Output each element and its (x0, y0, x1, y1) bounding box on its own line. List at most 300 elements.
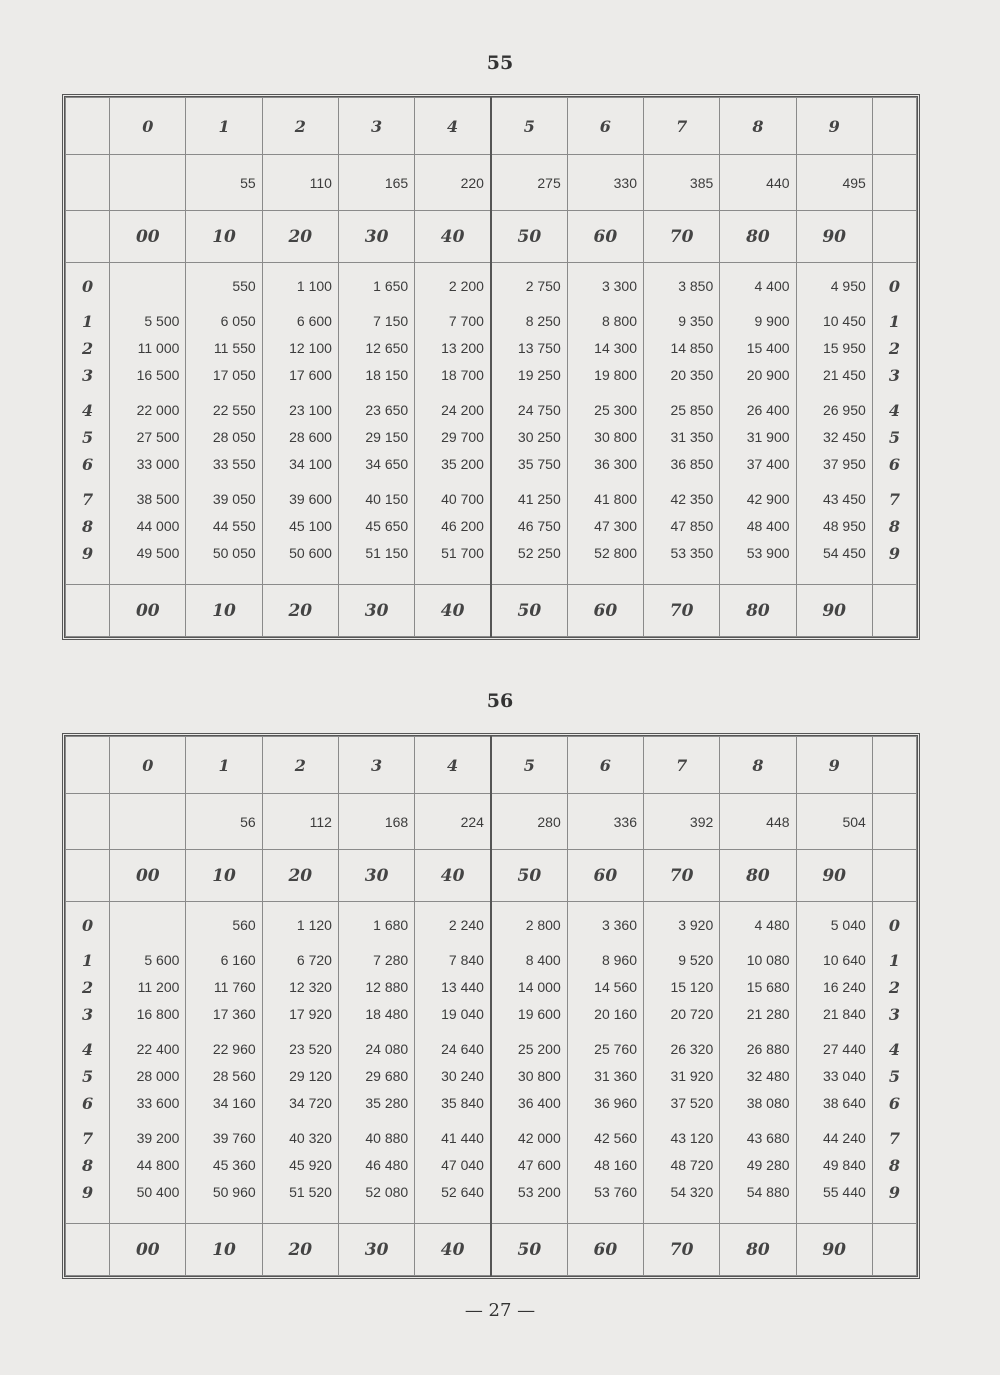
digit-value: 504 (796, 794, 872, 850)
product-value: 1 100 (296, 278, 332, 294)
product-value: 13 750 (517, 340, 561, 356)
row-label: 3 (82, 1005, 94, 1024)
product-value: 35 750 (517, 456, 561, 472)
tens-footer: 70 (644, 585, 720, 637)
tens-footer: 50 (491, 1224, 567, 1276)
product-value: 54 450 (822, 545, 866, 561)
digit-header: 3 (338, 737, 414, 794)
row-label: 1 (888, 312, 900, 331)
product-value: 35 280 (365, 1095, 409, 1111)
tens-footer: 80 (720, 1224, 796, 1276)
row-label: 6 (888, 455, 900, 474)
product-value: 55 440 (822, 1184, 866, 1200)
tens-header-row (66, 850, 917, 902)
row-label: 0 (888, 916, 900, 935)
row-label: 0 (82, 916, 94, 935)
digit-value: 330 (567, 155, 643, 211)
product-value: 29 700 (441, 429, 484, 445)
product-value: 53 350 (670, 545, 714, 561)
product-value: 50 960 (212, 1184, 256, 1200)
product-value: 26 320 (670, 1041, 714, 1057)
product-value: 3 300 (601, 278, 637, 294)
product-value: 52 250 (517, 545, 561, 561)
tens-header: 50 (491, 211, 567, 263)
product-value: 15 680 (746, 979, 790, 995)
product-value: 40 150 (365, 491, 409, 507)
tens-header: 20 (262, 850, 338, 902)
product-value: 39 200 (136, 1130, 180, 1146)
product-value: 49 500 (136, 545, 180, 561)
product-value: 26 950 (822, 402, 866, 418)
product-value: 13 200 (441, 340, 484, 356)
product-value: 22 000 (136, 402, 180, 418)
product-value: 46 480 (365, 1157, 409, 1173)
tens-footer: 10 (186, 1224, 262, 1276)
tens-header: 80 (720, 850, 796, 902)
product-value: 47 300 (594, 518, 637, 534)
product-value: 17 600 (289, 367, 332, 383)
digit-value: 275 (491, 155, 567, 211)
multiplication-table-55 (62, 94, 920, 640)
product-value: 18 150 (365, 367, 409, 383)
row-label: 4 (82, 1040, 94, 1059)
tens-header: 90 (796, 211, 872, 263)
product-value: 7 150 (373, 313, 409, 329)
product-value: 23 520 (289, 1041, 332, 1057)
tens-footer: 70 (644, 1224, 720, 1276)
product-value: 44 800 (136, 1157, 180, 1173)
product-value: 24 200 (441, 402, 484, 418)
row-label: 2 (888, 339, 900, 358)
tens-header: 60 (567, 211, 643, 263)
digit-value: 165 (338, 155, 414, 211)
product-value: 17 360 (212, 1006, 256, 1022)
product-value: 8 800 (601, 313, 637, 329)
product-value (110, 273, 179, 300)
row-label: 0 (888, 277, 900, 296)
product-value: 34 100 (289, 456, 332, 472)
tens-footer: 10 (186, 585, 262, 637)
product-value: 8 250 (525, 313, 561, 329)
product-value: 20 900 (746, 367, 790, 383)
product-value: 19 040 (441, 1006, 484, 1022)
product-value: 16 500 (136, 367, 180, 383)
product-value: 26 400 (746, 402, 790, 418)
product-value: 39 600 (289, 491, 332, 507)
product-value: 9 350 (678, 313, 714, 329)
row-label: 3 (82, 366, 94, 385)
product-value: 31 920 (670, 1068, 714, 1084)
row-label: 5 (888, 1067, 900, 1086)
digit-value: 495 (796, 155, 872, 211)
product-value: 52 800 (594, 545, 637, 561)
digit-header-row (66, 98, 917, 155)
product-value: 4 950 (830, 278, 866, 294)
product-value: 9 520 (678, 952, 714, 968)
table-title-55: 55 (486, 52, 514, 74)
product-value: 42 900 (746, 491, 790, 507)
row-label: 8 (888, 1156, 900, 1175)
value-column (186, 263, 262, 585)
value-column (796, 263, 872, 585)
row-label: 3 (888, 1005, 900, 1024)
product-value: 2 200 (448, 278, 484, 294)
row-label: 5 (82, 428, 94, 447)
product-value: 10 450 (822, 313, 866, 329)
product-value: 36 850 (670, 456, 714, 472)
digit-value: 168 (338, 794, 414, 850)
row-label: 1 (888, 951, 900, 970)
tens-header: 40 (415, 211, 491, 263)
product-value: 22 400 (136, 1041, 180, 1057)
digit-value: 224 (415, 794, 491, 850)
digit-value: 336 (567, 794, 643, 850)
product-value: 44 240 (822, 1130, 866, 1146)
product-value: 1 120 (296, 917, 332, 933)
corner-cell (66, 794, 110, 850)
row-label: 2 (888, 978, 900, 997)
product-value: 50 050 (212, 545, 256, 561)
product-value: 30 250 (517, 429, 561, 445)
product-value: 35 200 (441, 456, 484, 472)
product-value: 28 050 (212, 429, 256, 445)
corner-cell (872, 850, 916, 902)
product-value: 2 750 (525, 278, 561, 294)
product-value: 560 (232, 917, 256, 933)
corner-cell (872, 98, 916, 155)
product-value: 44 550 (212, 518, 256, 534)
product-value: 8 400 (525, 952, 561, 968)
product-value: 21 840 (822, 1006, 866, 1022)
product-value: 14 000 (517, 979, 561, 995)
product-value: 12 650 (365, 340, 409, 356)
product-value: 32 450 (822, 429, 866, 445)
tens-header: 30 (338, 850, 414, 902)
row-label: 8 (82, 517, 94, 536)
tens-footer: 30 (338, 585, 414, 637)
digit-header: 2 (262, 737, 338, 794)
product-value: 21 450 (822, 367, 866, 383)
product-value: 16 240 (822, 979, 866, 995)
corner-cell (66, 98, 110, 155)
body-row (66, 902, 917, 1224)
digit-value: 56 (186, 794, 262, 850)
value-column (491, 263, 567, 585)
product-value: 20 350 (670, 367, 714, 383)
product-value: 53 200 (517, 1184, 561, 1200)
row-label: 6 (82, 1094, 94, 1113)
product-value: 38 080 (746, 1095, 790, 1111)
digit-value (110, 155, 186, 211)
product-value: 39 760 (212, 1130, 256, 1146)
product-value: 33 040 (822, 1068, 866, 1084)
product-value: 19 800 (594, 367, 637, 383)
table-title-56: 56 (486, 690, 514, 712)
row-label: 7 (82, 1129, 94, 1148)
product-value: 31 350 (670, 429, 714, 445)
product-value: 22 960 (212, 1041, 256, 1057)
product-value: 41 440 (441, 1130, 484, 1146)
product-value: 13 440 (441, 979, 484, 995)
product-value: 40 320 (289, 1130, 332, 1146)
product-value: 5 600 (144, 952, 180, 968)
row-label: 5 (82, 1067, 94, 1086)
product-value: 34 160 (212, 1095, 256, 1111)
product-value: 17 920 (289, 1006, 332, 1022)
corner-cell (872, 155, 916, 211)
tens-footer-row (66, 1224, 917, 1276)
product-value: 19 600 (517, 1006, 561, 1022)
tens-footer: 00 (110, 585, 186, 637)
digit-header: 0 (110, 737, 186, 794)
row-label: 7 (82, 490, 94, 509)
product-value: 33 000 (136, 456, 180, 472)
value-column (110, 902, 186, 1224)
multiplication-table-56 (62, 733, 920, 1279)
digit-value: 440 (720, 155, 796, 211)
row-label: 2 (82, 339, 94, 358)
digit-header: 0 (110, 98, 186, 155)
product-value: 36 960 (594, 1095, 637, 1111)
product-value: 48 720 (670, 1157, 714, 1173)
product-value: 20 160 (594, 1006, 637, 1022)
tens-header: 10 (186, 850, 262, 902)
product-value: 36 300 (594, 456, 637, 472)
product-value: 34 720 (289, 1095, 332, 1111)
row-labels-left (66, 263, 110, 585)
tens-header: 90 (796, 850, 872, 902)
tens-header: 40 (415, 850, 491, 902)
product-value: 15 120 (670, 979, 714, 995)
product-value: 45 360 (212, 1157, 256, 1173)
corner-cell (872, 211, 916, 263)
digit-header: 9 (796, 737, 872, 794)
product-value: 48 400 (746, 518, 790, 534)
corner-cell (872, 585, 916, 637)
product-value: 46 200 (441, 518, 484, 534)
digit-header: 4 (415, 737, 491, 794)
row-label: 2 (82, 978, 94, 997)
corner-cell (66, 585, 110, 637)
digit-value-row (66, 155, 917, 211)
product-value: 33 550 (212, 456, 256, 472)
row-label: 1 (82, 312, 94, 331)
product-value: 12 320 (289, 979, 332, 995)
value-column (644, 263, 720, 585)
tens-header: 30 (338, 211, 414, 263)
tens-footer: 40 (415, 1224, 491, 1276)
product-value: 28 000 (136, 1068, 180, 1084)
product-value: 12 880 (365, 979, 409, 995)
product-value: 4 480 (754, 917, 790, 933)
product-value: 52 640 (441, 1184, 484, 1200)
product-value: 25 300 (594, 402, 637, 418)
product-value: 6 600 (296, 313, 332, 329)
digit-value: 55 (186, 155, 262, 211)
product-value: 15 950 (822, 340, 866, 356)
product-value: 18 700 (441, 367, 484, 383)
product-value: 5 500 (144, 313, 180, 329)
product-value: 11 000 (137, 340, 180, 356)
tens-header: 70 (644, 850, 720, 902)
value-column (262, 902, 338, 1224)
product-value: 31 900 (746, 429, 790, 445)
product-value: 24 640 (441, 1041, 484, 1057)
page-number: — 27 — (464, 1300, 536, 1321)
tens-footer: 60 (567, 1224, 643, 1276)
digit-header: 8 (720, 98, 796, 155)
product-value: 14 300 (594, 340, 637, 356)
product-value: 46 750 (517, 518, 561, 534)
product-value: 29 150 (365, 429, 409, 445)
product-value: 30 800 (594, 429, 637, 445)
product-value: 21 280 (746, 1006, 790, 1022)
tens-footer: 20 (262, 1224, 338, 1276)
product-value: 3 360 (601, 917, 637, 933)
value-column (796, 902, 872, 1224)
value-column (338, 263, 414, 585)
product-value: 11 200 (137, 979, 180, 995)
corner-cell (66, 737, 110, 794)
row-label: 1 (82, 951, 94, 970)
product-value: 38 500 (136, 491, 180, 507)
product-value: 28 560 (212, 1068, 256, 1084)
product-value: 40 880 (365, 1130, 409, 1146)
product-value: 27 500 (136, 429, 180, 445)
product-value: 7 700 (448, 313, 484, 329)
row-label: 9 (888, 1183, 900, 1202)
product-value: 29 120 (289, 1068, 332, 1084)
digit-value (110, 794, 186, 850)
row-label: 8 (82, 1156, 94, 1175)
product-value: 24 080 (365, 1041, 409, 1057)
product-value: 42 560 (594, 1130, 637, 1146)
product-value: 45 100 (289, 518, 332, 534)
digit-header: 5 (491, 98, 567, 155)
digit-header: 3 (338, 98, 414, 155)
product-value: 550 (232, 278, 256, 294)
product-value: 31 360 (594, 1068, 637, 1084)
product-value: 4 400 (754, 278, 790, 294)
tens-footer: 40 (415, 585, 491, 637)
row-label: 0 (82, 277, 94, 296)
product-value: 35 840 (441, 1095, 484, 1111)
tens-header: 60 (567, 850, 643, 902)
product-value: 12 100 (289, 340, 332, 356)
tens-header-row (66, 211, 917, 263)
product-value: 33 600 (136, 1095, 180, 1111)
product-value: 37 520 (670, 1095, 714, 1111)
product-value: 54 880 (746, 1184, 790, 1200)
product-value: 50 600 (289, 545, 332, 561)
product-value: 6 160 (220, 952, 256, 968)
digit-header-row (66, 737, 917, 794)
product-value: 8 960 (601, 952, 637, 968)
digit-header: 6 (567, 98, 643, 155)
digit-value: 112 (262, 794, 338, 850)
product-value: 38 640 (822, 1095, 866, 1111)
product-value: 45 920 (289, 1157, 332, 1173)
product-value: 11 550 (213, 340, 256, 356)
digit-value: 110 (262, 155, 338, 211)
product-value: 17 050 (212, 367, 256, 383)
digit-value: 392 (644, 794, 720, 850)
value-column (186, 902, 262, 1224)
product-value: 20 720 (670, 1006, 714, 1022)
tens-header: 20 (262, 211, 338, 263)
digit-header: 2 (262, 98, 338, 155)
product-value: 51 700 (441, 545, 484, 561)
tens-header: 50 (491, 850, 567, 902)
digit-value: 385 (644, 155, 720, 211)
row-label: 7 (888, 1129, 900, 1148)
product-value: 14 560 (594, 979, 637, 995)
tens-footer: 80 (720, 585, 796, 637)
product-value: 37 400 (746, 456, 790, 472)
tens-footer-row (66, 585, 917, 637)
tens-header: 00 (110, 211, 186, 263)
product-value: 3 920 (678, 917, 714, 933)
product-value: 51 520 (289, 1184, 332, 1200)
product-value: 45 650 (365, 518, 409, 534)
product-value: 25 200 (517, 1041, 561, 1057)
corner-cell (66, 1224, 110, 1276)
digit-value: 448 (720, 794, 796, 850)
product-value: 22 550 (212, 402, 256, 418)
value-column (644, 902, 720, 1224)
value-column (415, 263, 491, 585)
body-row (66, 263, 917, 585)
product-value: 10 640 (822, 952, 866, 968)
digit-header: 9 (796, 98, 872, 155)
tens-header: 70 (644, 211, 720, 263)
product-value: 9 900 (754, 313, 790, 329)
product-value: 52 080 (365, 1184, 409, 1200)
digit-header: 6 (567, 737, 643, 794)
value-column (415, 902, 491, 1224)
row-label: 4 (888, 1040, 900, 1059)
product-value: 15 400 (746, 340, 790, 356)
row-label: 4 (888, 401, 900, 420)
digit-header: 7 (644, 98, 720, 155)
digit-header: 1 (186, 98, 262, 155)
product-value: 6 720 (296, 952, 332, 968)
digit-header: 8 (720, 737, 796, 794)
digit-value: 220 (415, 155, 491, 211)
row-label: 9 (888, 544, 900, 563)
product-value: 32 480 (746, 1068, 790, 1084)
row-label: 5 (888, 428, 900, 447)
row-label: 6 (82, 455, 94, 474)
value-column (720, 902, 796, 1224)
table-grid (65, 736, 917, 1276)
product-value: 7 840 (448, 952, 484, 968)
digit-value: 280 (491, 794, 567, 850)
value-column (567, 263, 643, 585)
product-value: 18 480 (365, 1006, 409, 1022)
product-value: 36 400 (517, 1095, 561, 1111)
product-value: 43 120 (670, 1130, 714, 1146)
value-column (110, 263, 186, 585)
tens-footer: 90 (796, 585, 872, 637)
tens-footer: 30 (338, 1224, 414, 1276)
tens-footer: 00 (110, 1224, 186, 1276)
row-label: 9 (82, 1183, 94, 1202)
product-value: 34 650 (365, 456, 409, 472)
product-value: 10 080 (746, 952, 790, 968)
product-value: 54 320 (670, 1184, 714, 1200)
digit-header: 1 (186, 737, 262, 794)
